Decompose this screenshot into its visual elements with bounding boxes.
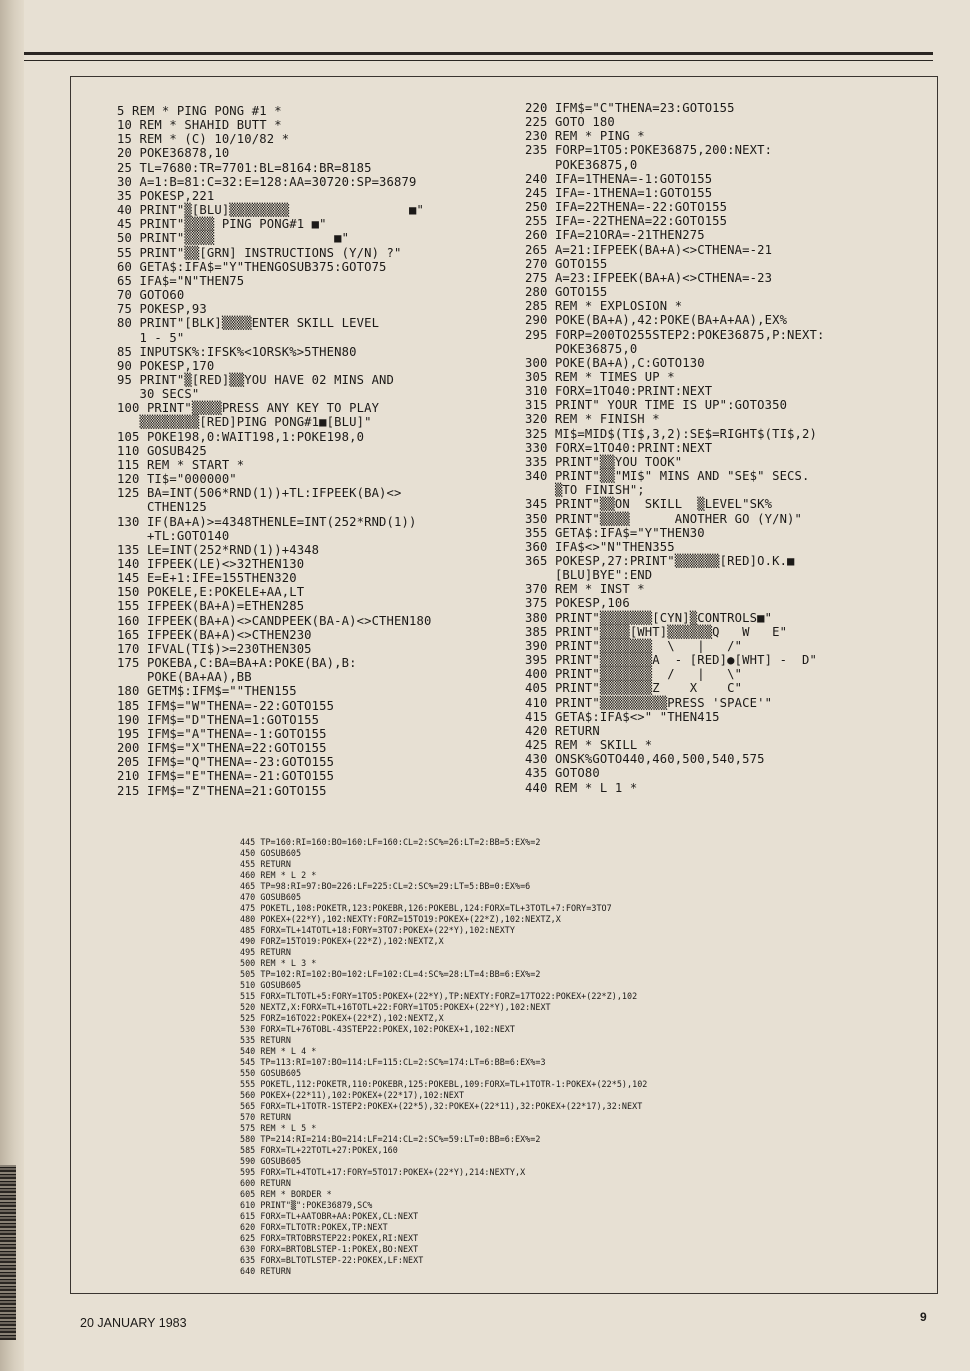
code-line: 160 IFPEEK(BA+A)<>CANDPEEK(BA-A)<>CTHEN180 xyxy=(117,613,432,628)
code-line: 205 IFM$="Q"THENA=-23:GOTO155 xyxy=(117,755,335,770)
spine-print-texture xyxy=(0,1165,16,1340)
page-number: 9 xyxy=(920,1310,927,1324)
code-line: 450 GOSUB605 xyxy=(240,848,302,858)
code-line: 515 FORX=TLTOTL+5:FORY=1TO5:POKEX+(22*Y),TP:NEXTY:FORZ=17TO22:POKEX+(22*Z),102 xyxy=(240,991,638,1001)
header-rule-thin xyxy=(24,60,933,61)
code-line: 365 POKESP,27:PRINT"▒▒▒▒▒▒[RED]O.K.■ xyxy=(525,554,795,568)
code-line: 635 FORX=BLTOTLSTEP-22:POKEX,LF:NEXT xyxy=(240,1255,424,1265)
code-line: 70 GOTO60 xyxy=(117,288,185,303)
code-line: 340 PRINT"▒▒"MI$" MINS AND "SE$" SECS. xyxy=(525,469,810,484)
code-line: 65 IFA$="N"THEN75 xyxy=(117,273,245,288)
code-line: 15 REM * (C) 10/10/82 * xyxy=(117,132,290,147)
code-line: 105 POKE198,0:WAIT198,1:POKE198,0 xyxy=(117,429,365,444)
code-line: 525 FORZ=16TO22:POKEX+(22*Z),102:NEXTZ,X xyxy=(240,1013,444,1023)
code-line: 545 TP=113:RI=107:BO=114:LF=115:CL=2:SC%=174:LT=6:BB=6:EX%=3 xyxy=(240,1057,546,1067)
code-line: 520 NEXTZ,X:FORX=TL+16TOTL+22:FORY=1TO5:POKEX+(22*Y),102:NEXT xyxy=(240,1002,551,1012)
code-line: 80 PRINT"[BLK]▒▒▒▒ENTER SKILL LEVEL xyxy=(117,316,380,331)
code-line: 260 IFA=21ORA=-21THEN275 xyxy=(525,228,705,243)
code-line: 550 GOSUB605 xyxy=(240,1068,302,1078)
code-line: 455 RETURN xyxy=(240,859,291,869)
code-line: 400 PRINT"▒▒▒▒▒▒▒ / | \" xyxy=(525,667,743,682)
code-line: 585 FORX=TL+22TOTL+27:POKEX,160 xyxy=(240,1145,398,1155)
header-rule xyxy=(24,52,933,55)
code-line: 305 REM * TIMES UP * xyxy=(525,369,675,384)
code-line: 425 REM * SKILL * xyxy=(525,738,653,753)
code-line: 75 POKESP,93 xyxy=(117,302,207,317)
code-line: 565 FORX=TL+1TOTR-1STEP2:POKEX+(22*5),32:POKEX+(22*11),32:POKEX+(22*17),32:NEXT xyxy=(240,1101,643,1111)
code-line: 25 TL=7680:TR=7701:BL=8164:BR=8185 xyxy=(117,160,372,175)
code-line: 60 GETA$:IFA$="Y"THENGOSUB375:GOTO75 xyxy=(117,259,387,274)
code-line: 335 PRINT"▒▒YOU TOOK" xyxy=(525,454,683,469)
code-line: 410 PRINT"▒▒▒▒▒▒▒▒▒PRESS 'SPACE'" xyxy=(525,695,773,710)
listing-bottom-block xyxy=(240,837,647,1277)
code-line: 195 IFM$="A"THENA=-1:GOTO155 xyxy=(117,726,327,741)
code-line: 220 IFM$="C"THENA=23:GOTO155 xyxy=(525,101,735,115)
code-line: 615 FORX=TL+AATOBR+AA:POKEX,CL:NEXT xyxy=(240,1211,419,1221)
code-line: 250 IFA=22THENA=-22:GOTO155 xyxy=(525,200,728,215)
code-line: 10 REM * SHAHID BUTT * xyxy=(117,118,282,133)
code-line: 480 POKEX+(22*Y),102:NEXTY:FORZ=15TO19:POKEX+(22*Z),102:NEXTZ,X xyxy=(240,914,561,924)
code-line: CTHEN125 xyxy=(117,500,207,515)
code-line: 465 TP=98:RI=97:BO=226:LF=225:CL=2:SC%=29:LT=5:BB=0:EX%=6 xyxy=(240,881,531,891)
code-line: 490 FORZ=15TO19:POKEX+(22*Z),102:NEXTZ,X xyxy=(240,936,444,946)
code-line: 625 FORX=TRTOBRSTEP22:POKEX,RI:NEXT xyxy=(240,1233,419,1243)
code-line: 130 IF(BA+A)>=4348THENLE=INT(252*RND(1)) xyxy=(117,514,417,529)
code-line: 475 POKETL,108:POKETR,123:POKEBR,126:POKEBL,124:FORX=TL+3TOTL+7:FORY=3TO7 xyxy=(240,903,612,913)
code-line: 290 POKE(BA+A),42:POKE(BA+A+AA),EX% xyxy=(525,313,788,328)
code-line: 150 POKELE,E:POKELE+AA,LT xyxy=(117,585,305,600)
code-line: 120 TI$="000000" xyxy=(117,472,237,487)
code-line: 255 IFA=-22THENA=22:GOTO155 xyxy=(525,214,728,229)
code-line: 385 PRINT"▒▒▒▒[WHT]▒▒▒▒▒▒Q W E" xyxy=(525,624,788,639)
code-line: 530 FORX=TL+76TOBL-43STEP22:POKEX,102:POKEX+1,102:NEXT xyxy=(240,1024,515,1034)
code-line: 235 FORP=1TO5:POKE36875,200:NEXT: xyxy=(525,143,773,158)
code-line: 445 TP=160:RI=160:BO=160:LF=160:CL=2:SC%=26:LT=2:BB=5:EX%=2 xyxy=(240,837,541,847)
code-line: 155 IFPEEK(BA+A)=ETHEN285 xyxy=(117,599,305,614)
code-line: 45 PRINT"▒▒▒▒ PING PONG#1 ■" xyxy=(117,217,327,232)
code-line: 230 REM * PING * xyxy=(525,129,645,144)
code-line: 285 REM * EXPLOSION * xyxy=(525,299,683,314)
code-line: 610 PRINT"▒":POKE36879,SC% xyxy=(240,1200,373,1210)
code-line: 100 PRINT"▒▒▒▒PRESS ANY KEY TO PLAY xyxy=(117,401,380,416)
code-line: 315 PRINT" YOUR TIME IS UP":GOTO350 xyxy=(525,398,788,413)
code-line: 540 REM * L 4 * xyxy=(240,1046,317,1056)
code-line: 345 PRINT"▒▒ON SKILL ▒LEVEL"SK% xyxy=(525,497,773,512)
code-line: 600 RETURN xyxy=(240,1178,291,1188)
code-line: 505 TP=102:RI=102:BO=102:LF=102:CL=4:SC%=28:LT=4:BB=6:EX%=2 xyxy=(240,969,541,979)
code-line: 95 PRINT"▒[RED]▒▒YOU HAVE 02 MINS AND xyxy=(117,372,395,387)
code-line: 620 FORX=TLTOTR:POKEX,TP:NEXT xyxy=(240,1222,388,1232)
code-line: 460 REM * L 2 * xyxy=(240,870,317,880)
code-line: +TL:GOTO140 xyxy=(117,528,230,543)
code-line: 590 GOSUB605 xyxy=(240,1156,302,1166)
code-line: 270 GOTO155 xyxy=(525,256,608,271)
code-line: 35 POKESP,221 xyxy=(117,188,215,203)
code-line: 495 RETURN xyxy=(240,947,291,957)
code-line: 265 A=21:IFPEEK(BA+A)<>CTHENA=-21 xyxy=(525,242,773,257)
code-line: [BLU]BYE":END xyxy=(525,568,653,583)
code-line: 500 REM * L 3 * xyxy=(240,958,317,968)
code-line: 135 LE=INT(252*RND(1))+4348 xyxy=(117,542,320,557)
code-line: 300 POKE(BA+A),C:GOTO130 xyxy=(525,355,705,370)
code-line: ▒▒▒▒▒▒▒▒[RED]PING PONG#1■[BLU]" xyxy=(117,415,372,430)
code-line: 90 POKESP,170 xyxy=(117,358,215,373)
code-line: 405 PRINT"▒▒▒▒▒▒▒Z X C" xyxy=(525,681,743,696)
code-line: 415 GETA$:IFA$<>" "THEN415 xyxy=(525,709,720,724)
code-line: 485 FORX=TL+14TOTL+18:FORY=3TO7:POKEX+(22*Y),102:NEXTY xyxy=(240,925,515,935)
code-line: 55 PRINT"▒▒[GRN] INSTRUCTIONS (Y/N) ?" xyxy=(117,245,402,260)
code-line: 190 IFM$="D"THENA=1:GOTO155 xyxy=(117,712,320,727)
code-line: 185 IFM$="W"THENA=-22:GOTO155 xyxy=(117,698,335,713)
code-line: 380 PRINT"▒▒▒▒▒▒▒[CYN]▒CONTROLS■" xyxy=(525,610,773,625)
code-line: 370 REM * INST * xyxy=(525,582,645,597)
code-line: 20 POKE36878,10 xyxy=(117,146,230,161)
code-line: 215 IFM$="Z"THENA=21:GOTO155 xyxy=(117,783,327,798)
code-line: 570 RETURN xyxy=(240,1112,291,1122)
code-line: 240 IFA=1THENA=-1:GOTO155 xyxy=(525,171,713,186)
code-line: 325 MI$=MID$(TI$,3,2):SE$=RIGHT$(TI$,2) xyxy=(525,426,818,441)
code-line: 350 PRINT"▒▒▒▒ ANOTHER GO (Y/N)" xyxy=(525,511,803,526)
code-line: 605 REM * BORDER * xyxy=(240,1189,332,1199)
code-line: 30 SECS" xyxy=(117,387,200,402)
code-line: 320 REM * FINISH * xyxy=(525,412,660,427)
code-line: 170 IFVAL(TI$)>=230THEN305 xyxy=(117,641,312,656)
code-line: 575 REM * L 5 * xyxy=(240,1123,317,1133)
code-line: POKE(BA+AA),BB xyxy=(117,670,252,685)
code-line: 225 GOTO 180 xyxy=(525,115,615,130)
code-line: 375 POKESP,106 xyxy=(525,596,630,611)
code-line: 5 REM * PING PONG #1 * xyxy=(117,104,282,118)
code-line: 1 - 5" xyxy=(117,330,185,345)
code-line: 175 POKEBA,C:BA=BA+A:POKE(BA),B: xyxy=(117,656,357,671)
code-line: 140 IFPEEK(LE)<>32THEN130 xyxy=(117,557,305,571)
code-line: 50 PRINT"▒▒▒▒ ■" xyxy=(117,231,350,246)
code-line: 245 IFA=-1THENA=1:GOTO155 xyxy=(525,185,713,200)
code-line: 560 POKEX+(22*11),102:POKEX+(22*17),102:NEXT xyxy=(240,1090,465,1100)
code-line: 640 RETURN xyxy=(240,1266,291,1276)
code-line: 200 IFM$="X"THENA=22:GOTO155 xyxy=(117,741,327,756)
code-line: POKE36875,0 xyxy=(525,157,638,172)
code-line: 470 GOSUB605 xyxy=(240,892,302,902)
code-line: 85 INPUTSK%:IFSK%<1ORSK%>5THEN80 xyxy=(117,344,357,359)
code-line: 630 FORX=BRTOBLSTEP-1:POKEX,BO:NEXT xyxy=(240,1244,419,1254)
code-line: 40 PRINT"▒[BLU]▒▒▒▒▒▒▒▒ ■" xyxy=(117,203,424,218)
code-line: 30 A=1:B=81:C=32:E=128:AA=30720:SP=36879 xyxy=(117,174,417,189)
code-line: 420 RETURN xyxy=(525,723,600,738)
code-line: 555 POKETL,112:POKETR,110:POKEBR,125:POKEBL,109:FORX=TL+1TOTR-1:POKEX+(22*5),102 xyxy=(240,1079,648,1089)
code-line: 115 REM * START * xyxy=(117,457,245,472)
code-line: 360 IFA$<>"N"THEN355 xyxy=(525,539,675,554)
code-line: 440 REM * L 1 * xyxy=(525,780,638,795)
code-line: 110 GOSUB425 xyxy=(117,443,207,458)
code-line: 275 A=23:IFPEEK(BA+A)<>CTHENA=-23 xyxy=(525,270,773,285)
code-line: 125 BA=INT(506*RND(1))+TL:IFPEEK(BA)<> xyxy=(117,486,402,501)
code-line: 295 FORP=200TO255STEP2:POKE36875,P:NEXT: xyxy=(525,327,825,342)
issue-date: 20 JANUARY 1983 xyxy=(80,1316,187,1330)
code-line: 390 PRINT"▒▒▒▒▒▒▒ \ | /" xyxy=(525,638,743,653)
code-line: 355 GETA$:IFA$="Y"THEN30 xyxy=(525,525,705,540)
code-line: 435 GOTO80 xyxy=(525,766,600,781)
code-line: 395 PRINT"▒▒▒▒▒▒▒A - [RED]●[WHT] - D" xyxy=(525,653,818,668)
code-line: POKE36875,0 xyxy=(525,341,638,356)
code-line: 210 IFM$="E"THENA=-21:GOTO155 xyxy=(117,769,335,784)
code-line: 580 TP=214:RI=214:BO=214:LF=214:CL=2:SC%=59:LT=0:BB=6:EX%=2 xyxy=(240,1134,541,1144)
code-line: 595 FORX=TL+4TOTL+17:FORY=5TO17:POKEX+(22*Y),214:NEXTY,X xyxy=(240,1167,526,1177)
listing-left-column xyxy=(117,104,431,798)
code-line: 180 GETM$:IFM$=""THEN155 xyxy=(117,684,297,699)
code-line: 535 RETURN xyxy=(240,1035,291,1045)
code-line: 430 ONSK%GOTO440,460,500,540,575 xyxy=(525,752,765,767)
code-line: 510 GOSUB605 xyxy=(240,980,302,990)
code-line: 280 GOTO155 xyxy=(525,285,608,300)
code-line: 310 FORX=1TO40:PRINT:NEXT xyxy=(525,384,713,399)
code-line: 145 E=E+1:IFE=155THEN320 xyxy=(117,571,297,586)
code-line: 330 FORX=1TO40:PRINT:NEXT xyxy=(525,440,713,455)
code-line: ▒TO FINISH"; xyxy=(525,483,645,498)
code-line: 165 IFPEEK(BA+A)<>CTHEN230 xyxy=(117,627,312,642)
listing-right-column xyxy=(525,101,825,795)
